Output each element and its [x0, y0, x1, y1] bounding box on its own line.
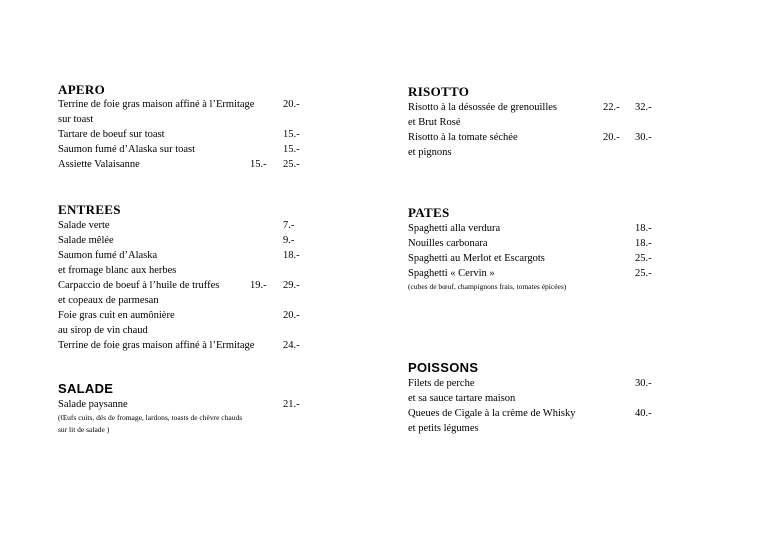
menu-item-name-cont: et Brut Rosé: [408, 117, 461, 128]
menu-item-note: sur lit de salade ): [58, 425, 110, 434]
menu-item-name: Queues de Cigale à la crème de Whisky: [408, 408, 576, 419]
menu-item-name: Foie gras cuit en aumônière: [58, 310, 175, 321]
menu-item-name-cont: et petits légumes: [408, 423, 479, 434]
menu-item-price: 7.-: [283, 220, 295, 231]
menu-item-name: Carpaccio de boeuf à l’huile de truffes: [58, 280, 220, 291]
menu-item-name: Salade verte: [58, 220, 110, 231]
menu-item-name: Saumon fumé d’Alaska sur toast: [58, 144, 196, 155]
menu-item-price: 30.-: [635, 132, 652, 143]
menu-item-price: 18.-: [635, 223, 652, 234]
menu-item-price: 15.-: [283, 129, 300, 140]
menu-item-note: (cubes de bœuf, champignons frais, tomates épicées): [408, 282, 567, 291]
menu-item-price: 40.-: [635, 408, 652, 419]
menu-item-price: 18.-: [283, 250, 300, 261]
menu-item-name: Spaghetti au Merlot et Escargots: [408, 253, 545, 264]
menu-item-name: Filets de perche: [408, 378, 475, 389]
section-title-entrees: ENTREES: [58, 202, 121, 217]
menu-item-name: Salade paysanne: [58, 399, 128, 410]
menu-item-name: Spaghetti alla verdura: [408, 223, 501, 234]
menu-item-price: 32.-: [635, 102, 652, 113]
menu-item-price-small: 15.-: [250, 159, 267, 170]
menu-item-name: Assiette Valaisanne: [58, 159, 140, 170]
menu-item-price-small: 20.-: [603, 132, 620, 143]
section-title-apero: APERO: [58, 82, 105, 97]
menu-item-note: (Œufs cuits, dés de fromage, lardons, toasts de chèvre chauds: [58, 413, 243, 422]
menu-item-name: Spaghetti « Cervin »: [408, 268, 495, 279]
menu-item-name: Salade mêlée: [58, 235, 114, 246]
menu-item-name: Terrine de foie gras maison affiné à l’Ermitage: [58, 340, 255, 351]
menu-item-price-small: 22.-: [603, 102, 620, 113]
menu-item-price: 21.-: [283, 399, 300, 410]
menu-item-name-cont: et pignons: [408, 147, 452, 158]
menu-item-price: 25.-: [635, 253, 652, 264]
menu-item-name: Nouilles carbonara: [408, 238, 488, 249]
menu-item-price: 15.-: [283, 144, 300, 155]
section-title-salade: SALADE: [58, 381, 114, 396]
menu-item-name-cont: et sa sauce tartare maison: [408, 393, 516, 404]
section-title-pates: PATES: [408, 205, 450, 220]
menu-item-price: 29.-: [283, 280, 300, 291]
menu-item-price: 30.-: [635, 378, 652, 389]
menu-item-price: 18.-: [635, 238, 652, 249]
menu-item-price: 25.-: [635, 268, 652, 279]
menu-item-name-cont: sur toast: [58, 114, 94, 125]
menu-item-price-small: 19.-: [250, 280, 267, 291]
section-title-risotto: RISOTTO: [408, 84, 470, 99]
menu-item-price: 25.-: [283, 159, 300, 170]
menu-item-name: Saumon fumé d’Alaska: [58, 250, 158, 261]
menu-item-price: 20.-: [283, 99, 300, 110]
menu-item-price: 20.-: [283, 310, 300, 321]
menu-item-name: Risotto à la tomate séchée: [408, 132, 518, 143]
menu-item-name: Tartare de boeuf sur toast: [58, 129, 165, 140]
menu-item-price: 9.-: [283, 235, 295, 246]
menu-item-name: Risotto à la désossée de grenouilles: [408, 102, 558, 113]
menu-item-price: 24.-: [283, 340, 300, 351]
section-title-poissons: POISSONS: [408, 360, 479, 375]
menu-item-name-cont: au sirop de vin chaud: [58, 325, 148, 336]
menu-item-name-cont: et copeaux de parmesan: [58, 295, 159, 306]
menu-item-name: Terrine de foie gras maison affiné à l’Ermitage: [58, 99, 255, 110]
menu-item-name-cont: et fromage blanc aux herbes: [58, 265, 177, 276]
